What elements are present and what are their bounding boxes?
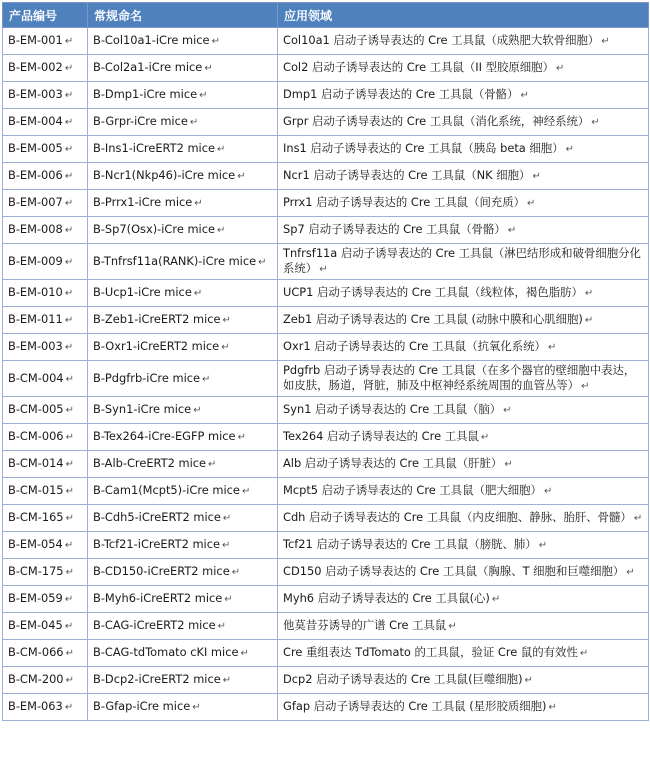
return-mark: ↵ bbox=[211, 36, 220, 47]
table-row bbox=[3, 361, 649, 397]
common-name-cell-text: B-Pdgfrb-iCre mice bbox=[93, 370, 200, 385]
return-mark: ↵ bbox=[208, 459, 217, 470]
return-mark: ↵ bbox=[65, 486, 74, 497]
return-mark: ↵ bbox=[64, 63, 74, 74]
return-mark: ↵ bbox=[193, 288, 203, 299]
common-name-cell bbox=[88, 451, 278, 478]
application-cell bbox=[278, 244, 649, 280]
table-row bbox=[3, 217, 649, 244]
return-mark: ↵ bbox=[64, 702, 74, 713]
product-id-cell-text: B-EM-003 bbox=[8, 87, 63, 101]
product-id-cell-text: B-EM-009 bbox=[8, 253, 63, 268]
return-mark: ↵ bbox=[64, 198, 74, 209]
return-mark: ↵ bbox=[65, 373, 74, 385]
return-mark: ↵ bbox=[601, 36, 610, 47]
common-name-cell-text: B-Zeb1-iCreERT2 mice bbox=[93, 312, 221, 326]
return-mark: ↵ bbox=[64, 315, 74, 326]
product-id-cell bbox=[3, 307, 88, 334]
product-id-cell bbox=[3, 478, 88, 505]
application-cell bbox=[278, 478, 649, 505]
common-name-cell bbox=[88, 163, 278, 190]
common-name-cell-text: B-Prrx1-iCre mice bbox=[93, 195, 193, 209]
application-cell-text: Tex264 启动子诱导表达的 Cre 工具鼠 bbox=[283, 429, 479, 443]
common-name-cell bbox=[88, 55, 278, 82]
product-id-cell-text: B-CM-175 bbox=[8, 564, 64, 578]
application-cell bbox=[278, 532, 649, 559]
product-id-cell bbox=[3, 280, 88, 307]
application-cell bbox=[278, 280, 649, 307]
common-name-cell bbox=[88, 613, 278, 640]
common-name-cell bbox=[88, 424, 278, 451]
common-name-cell-text: B-Tex264-iCre-EGFP mice bbox=[93, 429, 236, 443]
product-id-cell bbox=[3, 586, 88, 613]
return-mark: ↵ bbox=[565, 144, 574, 155]
application-cell bbox=[278, 667, 649, 694]
common-name-cell-text: B-Dcp2-iCreERT2 mice bbox=[93, 672, 221, 686]
table-row bbox=[3, 532, 649, 559]
product-id-cell bbox=[3, 28, 88, 55]
application-cell-text: Sp7 启动子诱导表达的 Cre 工具鼠（骨骼） bbox=[283, 222, 506, 236]
table-body bbox=[3, 28, 649, 721]
common-name-cell bbox=[88, 190, 278, 217]
product-id-cell-text: B-EM-004 bbox=[8, 114, 63, 128]
header-common-name: 常规命名 bbox=[88, 3, 278, 28]
application-cell bbox=[278, 109, 649, 136]
product-id-cell bbox=[3, 361, 88, 397]
table-row bbox=[3, 613, 649, 640]
return-mark: ↵ bbox=[584, 288, 594, 299]
product-id-cell bbox=[3, 244, 88, 280]
return-mark: ↵ bbox=[221, 540, 231, 551]
product-id-cell bbox=[3, 217, 88, 244]
product-id-cell bbox=[3, 559, 88, 586]
return-mark: ↵ bbox=[221, 342, 230, 353]
return-mark: ↵ bbox=[204, 63, 213, 74]
return-mark: ↵ bbox=[65, 648, 74, 659]
application-cell bbox=[278, 307, 649, 334]
product-id-cell bbox=[3, 694, 88, 721]
product-id-cell bbox=[3, 640, 88, 667]
product-id-cell bbox=[3, 613, 88, 640]
application-cell-text: Pdgfrb 启动子诱导表达的 Cre 工具鼠（在多个器官的壁细胞中表达，如皮肤，肠道，肾脏，肺及中枢神经系统周围的血管丛等） bbox=[283, 363, 636, 392]
product-id-cell-text: B-EM-045 bbox=[8, 618, 63, 632]
return-mark: ↵ bbox=[192, 702, 201, 713]
return-mark: ↵ bbox=[222, 315, 231, 326]
return-mark: ↵ bbox=[503, 405, 512, 416]
product-id-cell-text: B-CM-066 bbox=[8, 645, 64, 659]
application-cell bbox=[278, 424, 649, 451]
application-cell-text: Oxr1 启动子诱导表达的 Cre 工具鼠（抗氧化系统） bbox=[283, 339, 546, 353]
table-row bbox=[3, 451, 649, 478]
header-product-id: 产品编号 bbox=[3, 3, 88, 28]
return-mark: ↵ bbox=[237, 432, 246, 443]
common-name-cell bbox=[88, 217, 278, 244]
common-name-cell-text: B-Col2a1-iCre mice bbox=[93, 60, 203, 74]
product-id-cell-text: B-CM-015 bbox=[8, 483, 64, 497]
table-row bbox=[3, 334, 649, 361]
application-cell-text: Zeb1 启动子诱导表达的 Cre 工具鼠 (动脉中膜和心肌细胞) bbox=[283, 312, 583, 326]
product-id-cell-text: B-EM-001 bbox=[8, 33, 63, 47]
application-cell-text: Dmp1 启动子诱导表达的 Cre 工具鼠（骨骼） bbox=[283, 87, 519, 101]
return-mark: ↵ bbox=[548, 702, 557, 713]
product-id-cell-text: B-EM-010 bbox=[8, 285, 63, 299]
return-mark: ↵ bbox=[524, 675, 533, 686]
common-name-cell bbox=[88, 694, 278, 721]
product-id-cell bbox=[3, 190, 88, 217]
return-mark: ↵ bbox=[591, 117, 600, 128]
common-name-cell bbox=[88, 28, 278, 55]
product-id-cell-text: B-CM-006 bbox=[8, 429, 64, 443]
product-id-cell-text: B-EM-005 bbox=[8, 141, 63, 155]
product-id-cell bbox=[3, 334, 88, 361]
return-mark: ↵ bbox=[217, 621, 226, 632]
application-cell-text: Col10a1 启动子诱导表达的 Cre 工具鼠（成熟肥大软骨细胞） bbox=[283, 33, 600, 47]
product-id-cell-text: B-CM-200 bbox=[8, 672, 64, 686]
return-mark: ↵ bbox=[224, 594, 233, 605]
table-row bbox=[3, 424, 649, 451]
return-mark: ↵ bbox=[237, 171, 246, 182]
common-name-cell-text: B-Tnfrsf11a(RANK)-iCre mice bbox=[93, 253, 257, 268]
application-cell bbox=[278, 28, 649, 55]
return-mark: ↵ bbox=[240, 648, 249, 659]
product-id-cell-text: B-CM-014 bbox=[8, 456, 64, 470]
application-cell-text: Mcpt5 启动子诱导表达的 Cre 工具鼠（肥大细胞） bbox=[283, 483, 542, 497]
application-cell-text: Cre 重组表达 TdTomato 的工具鼠，验证 Cre 鼠的有效性 bbox=[283, 645, 578, 659]
return-mark: ↵ bbox=[64, 621, 74, 632]
application-cell bbox=[278, 559, 649, 586]
common-name-cell-text: B-Grpr-iCre mice bbox=[93, 114, 188, 128]
application-cell-text: Cdh 启动子诱导表达的 Cre 工具鼠（内皮细胞、静脉、胎肝、骨髓） bbox=[283, 510, 632, 524]
return-mark: ↵ bbox=[194, 198, 203, 209]
return-mark: ↵ bbox=[584, 315, 594, 326]
application-cell bbox=[278, 136, 649, 163]
product-id-cell bbox=[3, 424, 88, 451]
application-cell-text: Dcp2 启动子诱导表达的 Cre 工具鼠(巨噬细胞) bbox=[283, 672, 523, 686]
return-mark: ↵ bbox=[64, 36, 74, 47]
return-mark: ↵ bbox=[65, 459, 74, 470]
return-mark: ↵ bbox=[231, 567, 241, 578]
common-name-cell bbox=[88, 109, 278, 136]
table-row bbox=[3, 109, 649, 136]
common-name-cell bbox=[88, 244, 278, 280]
application-cell-text: Col2 启动子诱导表达的 Cre 工具鼠（II 型胶原细胞） bbox=[283, 60, 554, 74]
product-id-cell-text: B-EM-003 bbox=[8, 339, 63, 353]
product-id-cell-text: B-EM-006 bbox=[8, 168, 63, 182]
return-mark: ↵ bbox=[520, 90, 529, 101]
product-id-cell bbox=[3, 55, 88, 82]
return-mark: ↵ bbox=[193, 405, 202, 416]
application-cell bbox=[278, 397, 649, 424]
return-mark: ↵ bbox=[448, 621, 457, 632]
return-mark: ↵ bbox=[319, 264, 328, 275]
application-cell bbox=[278, 82, 649, 109]
product-id-cell bbox=[3, 451, 88, 478]
application-cell-text: Grpr 启动子诱导表达的 Cre 工具鼠（消化系统，神经系统） bbox=[283, 114, 590, 128]
common-name-cell-text: B-Cdh5-iCreERT2 mice bbox=[93, 510, 221, 524]
common-name-cell bbox=[88, 334, 278, 361]
return-mark: ↵ bbox=[65, 567, 74, 578]
return-mark: ↵ bbox=[547, 342, 557, 353]
table-row bbox=[3, 586, 649, 613]
application-cell bbox=[278, 586, 649, 613]
product-id-cell-text: B-CM-005 bbox=[8, 402, 64, 416]
return-mark: ↵ bbox=[581, 381, 590, 392]
application-cell bbox=[278, 163, 649, 190]
common-name-cell bbox=[88, 559, 278, 586]
common-name-cell-text: B-Sp7(Osx)-iCre mice bbox=[93, 222, 215, 236]
table-row bbox=[3, 28, 649, 55]
common-name-cell-text: B-CAG-tdTomato cKI mice bbox=[93, 645, 239, 659]
table-row bbox=[3, 55, 649, 82]
return-mark: ↵ bbox=[64, 342, 74, 353]
common-name-cell bbox=[88, 280, 278, 307]
application-cell-text: Prrx1 启动子诱导表达的 Cre 工具鼠（间充质） bbox=[283, 195, 526, 209]
table-row bbox=[3, 82, 649, 109]
product-id-cell bbox=[3, 163, 88, 190]
product-id-cell-text: B-CM-004 bbox=[8, 370, 64, 385]
product-id-cell-text: B-EM-054 bbox=[8, 537, 63, 551]
application-cell-text: Ins1 启动子诱导表达的 Cre 工具鼠（胰岛 beta 细胞） bbox=[283, 141, 564, 155]
common-name-cell bbox=[88, 307, 278, 334]
return-mark: ↵ bbox=[202, 373, 211, 385]
common-name-cell-text: B-Ncr1(Nkp46)-iCre mice bbox=[93, 168, 236, 182]
common-name-cell bbox=[88, 505, 278, 532]
common-name-cell-text: B-Gfap-iCre mice bbox=[93, 699, 191, 713]
return-mark: ↵ bbox=[216, 225, 226, 236]
application-cell bbox=[278, 613, 649, 640]
product-id-cell bbox=[3, 667, 88, 694]
return-mark: ↵ bbox=[199, 90, 208, 101]
product-id-cell-text: B-EM-008 bbox=[8, 222, 63, 236]
common-name-cell-text: B-CD150-iCreERT2 mice bbox=[93, 564, 230, 578]
return-mark: ↵ bbox=[217, 144, 226, 155]
return-mark: ↵ bbox=[543, 486, 553, 497]
application-cell bbox=[278, 334, 649, 361]
application-cell-text: Myh6 启动子诱导表达的 Cre 工具鼠(心) bbox=[283, 591, 490, 605]
application-cell-text: 他莫昔芬诱导的广谱 Cre 工具鼠 bbox=[283, 618, 447, 632]
application-cell-text: Tcf21 启动子诱导表达的 Cre 工具鼠（膀胱、肺） bbox=[283, 537, 537, 551]
product-table-container bbox=[2, 2, 649, 721]
common-name-cell-text: B-Myh6-iCreERT2 mice bbox=[93, 591, 223, 605]
product-id-cell bbox=[3, 82, 88, 109]
product-id-cell bbox=[3, 136, 88, 163]
application-cell bbox=[278, 505, 649, 532]
table-row bbox=[3, 280, 649, 307]
return-mark: ↵ bbox=[64, 144, 74, 155]
common-name-cell bbox=[88, 397, 278, 424]
table-row bbox=[3, 163, 649, 190]
application-cell bbox=[278, 217, 649, 244]
common-name-cell-text: B-Syn1-iCre mice bbox=[93, 402, 192, 416]
return-mark: ↵ bbox=[532, 171, 541, 182]
table-row bbox=[3, 694, 649, 721]
table-row bbox=[3, 397, 649, 424]
common-name-cell-text: B-Col10a1-iCre mice bbox=[93, 33, 210, 47]
table-row bbox=[3, 667, 649, 694]
common-name-cell bbox=[88, 361, 278, 397]
return-mark: ↵ bbox=[222, 675, 232, 686]
application-cell bbox=[278, 190, 649, 217]
return-mark: ↵ bbox=[65, 432, 74, 443]
return-mark: ↵ bbox=[65, 675, 74, 686]
return-mark: ↵ bbox=[65, 405, 74, 416]
return-mark: ↵ bbox=[504, 459, 513, 470]
product-id-cell-text: B-EM-002 bbox=[8, 60, 63, 74]
return-mark: ↵ bbox=[64, 594, 74, 605]
table-header-row bbox=[3, 3, 649, 28]
table-row bbox=[3, 640, 649, 667]
product-id-cell-text: B-EM-011 bbox=[8, 312, 63, 326]
application-cell-text: Alb 启动子诱导表达的 Cre 工具鼠（肝脏） bbox=[283, 456, 503, 470]
table-row bbox=[3, 244, 649, 280]
return-mark: ↵ bbox=[579, 648, 589, 659]
product-id-cell-text: B-CM-165 bbox=[8, 510, 64, 524]
common-name-cell-text: B-Cam1(Mcpt5)-iCre mice bbox=[93, 483, 240, 497]
return-mark: ↵ bbox=[258, 256, 267, 268]
table-row bbox=[3, 505, 649, 532]
common-name-cell-text: B-CAG-iCreERT2 mice bbox=[93, 618, 216, 632]
return-mark: ↵ bbox=[222, 513, 232, 524]
return-mark: ↵ bbox=[64, 256, 74, 268]
common-name-cell bbox=[88, 82, 278, 109]
application-cell bbox=[278, 694, 649, 721]
application-cell-text: Syn1 启动子诱导表达的 Cre 工具鼠（脑） bbox=[283, 402, 502, 416]
return-mark: ↵ bbox=[633, 513, 643, 524]
return-mark: ↵ bbox=[480, 432, 490, 443]
return-mark: ↵ bbox=[64, 117, 74, 128]
table-row bbox=[3, 307, 649, 334]
return-mark: ↵ bbox=[64, 90, 74, 101]
return-mark: ↵ bbox=[491, 594, 501, 605]
return-mark: ↵ bbox=[538, 540, 548, 551]
product-id-cell-text: B-EM-007 bbox=[8, 195, 63, 209]
return-mark: ↵ bbox=[64, 288, 74, 299]
return-mark: ↵ bbox=[65, 513, 74, 524]
common-name-cell bbox=[88, 586, 278, 613]
common-name-cell-text: B-Dmp1-iCre mice bbox=[93, 87, 198, 101]
table-row bbox=[3, 136, 649, 163]
return-mark: ↵ bbox=[189, 117, 199, 128]
product-id-cell-text: B-EM-063 bbox=[8, 699, 63, 713]
product-id-cell bbox=[3, 505, 88, 532]
table-row bbox=[3, 559, 649, 586]
return-mark: ↵ bbox=[241, 486, 251, 497]
common-name-cell bbox=[88, 136, 278, 163]
common-name-cell bbox=[88, 478, 278, 505]
return-mark: ↵ bbox=[527, 198, 536, 209]
application-cell bbox=[278, 361, 649, 397]
application-cell bbox=[278, 55, 649, 82]
common-name-cell-text: B-Ucp1-iCre mice bbox=[93, 285, 192, 299]
common-name-cell bbox=[88, 532, 278, 559]
return-mark: ↵ bbox=[507, 225, 517, 236]
product-id-cell bbox=[3, 109, 88, 136]
product-table bbox=[2, 2, 649, 721]
return-mark: ↵ bbox=[64, 171, 74, 182]
product-id-cell bbox=[3, 532, 88, 559]
return-mark: ↵ bbox=[64, 540, 74, 551]
application-cell-text: CD150 启动子诱导表达的 Cre 工具鼠（胸腺、T 细胞和巨噬细胞） bbox=[283, 564, 625, 578]
application-cell-text: Gfap 启动子诱导表达的 Cre 工具鼠 (星形胶质细胞) bbox=[283, 699, 547, 713]
return-mark: ↵ bbox=[64, 225, 74, 236]
common-name-cell bbox=[88, 667, 278, 694]
product-id-cell-text: B-EM-059 bbox=[8, 591, 63, 605]
table-row bbox=[3, 190, 649, 217]
application-cell-text: Tnfrsf11a 启动子诱导表达的 Cre 工具鼠（淋巴结形成和破骨细胞分化系统） bbox=[283, 246, 641, 275]
common-name-cell-text: B-Alb-CreERT2 mice bbox=[93, 456, 207, 470]
common-name-cell-text: B-Ins1-iCreERT2 mice bbox=[93, 141, 215, 155]
product-id-cell bbox=[3, 397, 88, 424]
return-mark: ↵ bbox=[555, 63, 565, 74]
application-cell bbox=[278, 451, 649, 478]
header-application: 应用领域 bbox=[278, 3, 649, 28]
common-name-cell bbox=[88, 640, 278, 667]
application-cell-text: Ncr1 启动子诱导表达的 Cre 工具鼠（NK 细胞） bbox=[283, 168, 531, 182]
application-cell-text: UCP1 启动子诱导表达的 Cre 工具鼠（线粒体，褐色脂肪） bbox=[283, 285, 583, 299]
return-mark: ↵ bbox=[626, 567, 635, 578]
application-cell bbox=[278, 640, 649, 667]
common-name-cell-text: B-Tcf21-iCreERT2 mice bbox=[93, 537, 220, 551]
table-row bbox=[3, 478, 649, 505]
common-name-cell-text: B-Oxr1-iCreERT2 mice bbox=[93, 339, 220, 353]
